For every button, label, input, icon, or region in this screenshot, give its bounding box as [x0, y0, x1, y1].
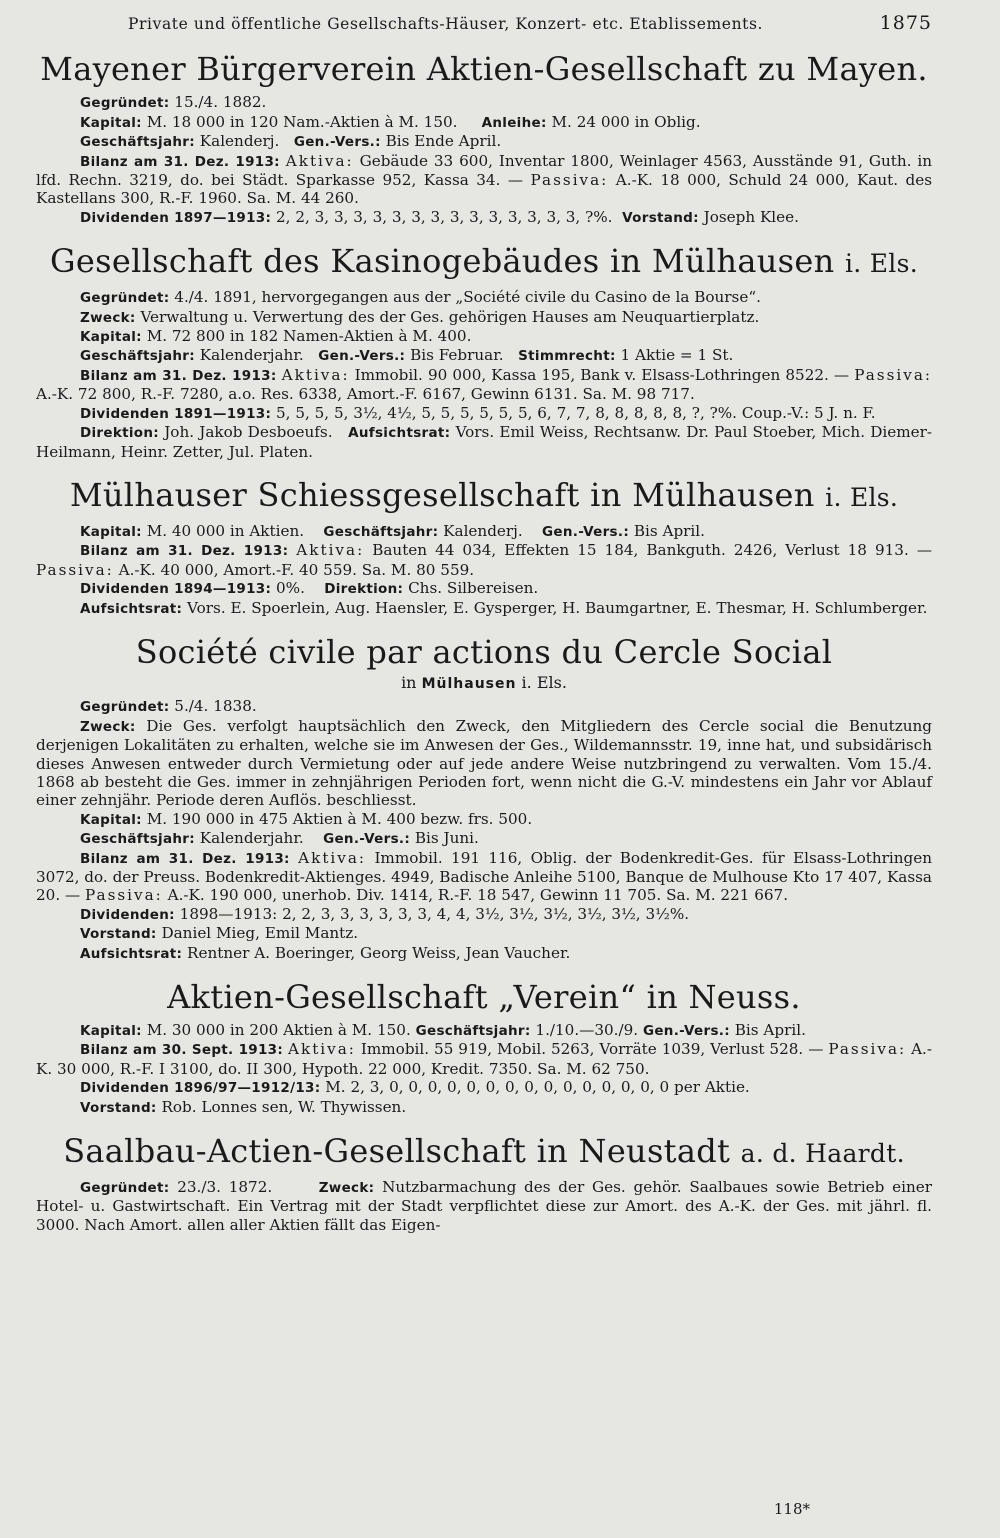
running-head [36, 14, 932, 33]
value: Rob. Lonnes sen, W. Thywissen. [161, 1097, 407, 1116]
value: Kalenderj. [199, 132, 280, 151]
value: Die Ges. verfolgt hauptsächlich den Zweck, den Mitgliedern des Cercle social die Benutzung derjenigen Lokalitäten zu erhalten, welche sie im Anwesen der Ges., Wildemannsstr. 19, inne hat, und subsidärisch dieses Anwesen entweder durch Vermietung oder auf jede andere Weise nutzbringend zu verwalten. Vom 15./4. 1868 ab besteht die Ges. immer in zehnjährigen Perioden fort, wenn nicht die G.-V. mindestens ein Jahr vor Ablauf einer zehnjähr. Periode deren Auflös. beschliesst. [36, 716, 933, 810]
label: Bilanz am 31. Dez. 1913: [80, 850, 290, 867]
value: Vors. E. Spoerlein, Aug. Haensler, E. Gysperger, H. Baumgartner, E. Thesmar, H. Schlumberger. [187, 598, 928, 617]
entry-bilanz [36, 366, 932, 404]
entry-bilanz [36, 152, 932, 208]
value: Daniel Mieg, Emil Mantz. [161, 924, 359, 943]
label: Gen.-Vers.: [642, 1023, 730, 1040]
entry-zweck [36, 717, 932, 810]
label: Bilanz am 31. Dez. 1913: [80, 543, 289, 560]
company-title [36, 243, 932, 282]
label: Stimmrecht: [518, 348, 616, 365]
aktiva-label: Aktiva: [296, 541, 365, 560]
value: 23./3. 1872. [177, 1178, 273, 1197]
value: Bis Juni. [414, 829, 479, 848]
label: Kapital: [80, 811, 142, 828]
entry-geschaeftsjahr [36, 829, 932, 848]
loc-city: Mülhausen [421, 675, 517, 692]
label: Dividenden 1897—1913: [80, 209, 272, 226]
label: Aufsichtsrat: [80, 600, 183, 617]
value: Immobil. 191 116, Oblig. der Bodenkredit-Ges. für Elsass-Lothringen 3072, do. der Preuss. Bodenkredit-Aktienges. 4949, Badische Anleihe 5100, Banque de Mulhouse Kto 17 407, Kassa 20. — [36, 848, 933, 905]
value: Kalenderjahr. [199, 346, 304, 365]
value: Nutzbarmachung des der Ges. gehör. Saalbaues sowie Betrieb einer Hotel- u. Gastwirtschaft. Ein Vertrag mit der Stadt verpflichtet diese zur Amort. des A.-K. der Ges. mit jährl. fl. 3000. Nach Amort. allen aller Aktien fällt das Eigen- [36, 1178, 933, 1234]
value: Gebäude 33 600, Inventar 1800, Weinlager 4563, Ausstände 91, Guth. in lfd. Rechn. 3219, do. bei Städt. Sparkasse 952, Kassa 34. — [36, 151, 932, 190]
entry-vorstand [36, 1098, 932, 1117]
value: M. 2, 3, 0, 0, 0, 0, 0, 0, 0, 0, 0, 0, 0, 0, 0, 0, 0 per Aktie. [325, 1078, 750, 1097]
label: Geschäftsjahr: [323, 523, 439, 540]
label: Vorstand: [622, 209, 699, 226]
value: M. 72 800 in 182 Namen-Aktien à M. 400. [146, 327, 472, 346]
label: Dividenden 1896/97—1912/13: [80, 1080, 321, 1097]
label: Gegründet: [80, 95, 170, 112]
label: Bilanz am 30. Sept. 1913: [80, 1042, 284, 1059]
entry-bilanz [36, 541, 932, 579]
label: Zweck: [80, 309, 136, 326]
aktiva-label: Aktiva: [288, 1040, 356, 1059]
entry-dividenden [36, 404, 932, 423]
value: 5./4. 1838. [174, 697, 257, 716]
title-main: Gesellschaft des Kasinogebäudes in Mülhausen [50, 242, 835, 281]
label: Bilanz am 31. Dez. 1913: [80, 367, 277, 384]
company-entry-verein-neuss [36, 979, 932, 1117]
passiva-label: Passiva: [530, 171, 609, 190]
entry-zweck [36, 308, 932, 327]
entry-gegruendet [36, 697, 932, 716]
passiva-label: Passiva: [85, 886, 163, 905]
running-head-title: Private und öffentliche Gesellschafts-Häuser, Konzert- etc. Etablissements. [128, 15, 764, 33]
entry-gegruendet [36, 93, 932, 112]
value: 4./4. 1891, hervorgegangen aus der „Société civile du Casino de la Bourse“. [174, 288, 761, 307]
entry-dividenden [36, 1078, 932, 1097]
label: Bilanz am 31. Dez. 1913: [80, 153, 280, 170]
label: Dividenden 1894—1913: [80, 581, 272, 598]
value: A.-K. 40 000, Amort.-F. 40 559. Sa. M. 80 559. [118, 560, 475, 579]
aktiva-label: Aktiva: [298, 848, 367, 867]
label: Kapital: [80, 114, 142, 131]
value: M. 30 000 in 200 Aktien à M. 150. [146, 1021, 411, 1040]
company-title: Aktien-Gesellschaft „Verein“ in Neuss. [167, 978, 801, 1017]
value: Vors. Emil Weiss, Rechtsanw. Dr. Paul Stoeber, Mich. Diemer-Heilmann, Heinr. Zetter, Jul. Platen. [36, 423, 933, 461]
entry-kapital [36, 810, 932, 829]
signature-mark: 118* [773, 1499, 810, 1518]
entry-dividenden [36, 579, 932, 598]
value: Bauten 44 034, Effekten 15 184, Bankguth. 2426, Verlust 18 913. — [372, 541, 933, 560]
title-suffix: i. Els. [844, 249, 918, 279]
label: Direktion: [80, 425, 159, 442]
value: 2, 2, 3, 3, 3, 3, 3, 3, 3, 3, 3, 3, 3, 3, 3, 3, ?%. [276, 207, 613, 226]
value: Joseph Klee. [703, 207, 799, 226]
label: Gegründet: [80, 699, 170, 716]
label: Kapital: [80, 523, 142, 540]
label: Gen.-Vers.: [318, 348, 406, 365]
label: Geschäftsjahr: [80, 134, 195, 151]
label: Vorstand: [80, 926, 157, 943]
passiva-label: Passiva: [828, 1040, 907, 1059]
entry-kapital [36, 113, 932, 132]
aktiva-label: Aktiva: [281, 365, 350, 384]
label: Zweck: [80, 718, 136, 735]
entry-gegruendet [36, 1178, 932, 1234]
company-entry-kasino [36, 243, 932, 461]
entry-gegruendet [36, 288, 932, 307]
company-title [36, 477, 932, 516]
passiva-label: Passiva: [854, 365, 933, 384]
label: Aufsichtsrat: [348, 425, 451, 442]
value: M. 18 000 in 120 Nam.-Aktien à M. 150. [146, 112, 458, 131]
entry-kapital [36, 522, 932, 541]
value: Chs. Silbereisen. [408, 579, 539, 598]
value: Kalenderj. [443, 521, 523, 540]
company-entry-mayen [36, 51, 932, 227]
value: 1 Aktie = 1 St. [620, 346, 734, 365]
loc-prefix: in [401, 672, 417, 692]
value: 1898—1913: 2, 2, 3, 3, 3, 3, 3, 3, 4, 4, 3½, 3½, 3½, 3½, 3½, 3½%. [179, 904, 690, 923]
label: Kapital: [80, 1023, 142, 1040]
title-suffix: i. Els. [825, 482, 899, 512]
value: 15./4. 1882. [174, 93, 267, 112]
title-main: Saalbau-Actien-Gesellschaft in Neustadt [63, 1132, 731, 1171]
passiva-label: Passiva: [36, 560, 114, 579]
company-title [36, 1133, 932, 1172]
value: Bis Ende April. [385, 132, 502, 151]
loc-suffix: i. Els. [521, 672, 567, 692]
value: Kalenderjahr. [199, 829, 304, 848]
aktiva-label: Aktiva: [285, 151, 354, 170]
value: Bis April. [734, 1021, 806, 1040]
value: A.-K. 30 000, R.-F. I 3100, do. II 300, Hypoth. 22 000, Kredit. 7350. Sa. M. 62 750. [36, 1040, 933, 1078]
label: Gen.-Vers.: [542, 523, 630, 540]
value: M. 40 000 in Aktien. [146, 521, 305, 540]
value: 0%. [276, 579, 305, 598]
label: Gen.-Vers.: [323, 831, 411, 848]
entry-bilanz [36, 1040, 932, 1078]
value: Immobil. 55 919, Mobil. 5263, Vorräte 1039, Verlust 528. — [360, 1040, 824, 1059]
value: Joh. Jakob Desboeufs. [164, 423, 333, 442]
value: Rentner A. Boeringer, Georg Weiss, Jean Vaucher. [187, 943, 571, 962]
label: Anleihe: [481, 114, 547, 131]
label: Kapital: [80, 329, 142, 346]
value: Verwaltung u. Verwertung des der Ges. gehörigen Hauses am Neuquartierplatz. [140, 307, 760, 326]
company-entry-schiessgesellschaft [36, 477, 932, 618]
label: Zweck: [318, 1180, 375, 1197]
entry-dividenden [36, 905, 932, 924]
label: Geschäftsjahr: [415, 1023, 531, 1040]
company-entry-saalbau-neustadt [36, 1133, 932, 1234]
title-suffix: a. d. Haardt. [740, 1139, 905, 1169]
entry-kapital [36, 327, 932, 346]
value: Immobil. 90 000, Kassa 195, Bank v. Elsass-Lothringen 8522. — [354, 365, 850, 384]
label: Geschäftsjahr: [80, 831, 195, 848]
value: Bis Februar. [410, 346, 504, 365]
entry-geschaeftsjahr [36, 132, 932, 151]
company-location [36, 674, 932, 693]
value: M. 190 000 in 475 Aktien à M. 400 bezw. frs. 500. [146, 809, 533, 828]
company-title: Société civile par actions du Cercle Social [135, 632, 833, 671]
entry-vorstand [36, 924, 932, 943]
value: 5, 5, 5, 5, 3½, 4½, 5, 5, 5, 5, 5, 5, 6, 7, 7, 8, 8, 8, 8, 8, ?, ?%. Coup.-V.: 5 J. n. F. [276, 403, 876, 422]
value: A.-K. 18 000, Schuld 24 000, Kaut. des Kastellans 300, R.-F. 1960. Sa. M. 44 260. [36, 171, 933, 208]
page-number: 1875 [879, 12, 932, 34]
company-entry-cercle-social [36, 634, 932, 963]
entry-direktion [36, 423, 932, 461]
value: Bis April. [633, 521, 705, 540]
entry-aufsichtsrat [36, 944, 932, 963]
label: Gegründet: [80, 290, 170, 307]
entry-kapital [36, 1021, 932, 1040]
entry-bilanz [36, 849, 932, 905]
value: A.-K. 190 000, unerhob. Div. 1414, R.-F. 18 547, Gewinn 11 705. Sa. M. 221 667. [167, 886, 789, 905]
label: Gen.-Vers.: [293, 134, 381, 151]
title-main: Mülhauser Schiessgesellschaft in Mülhausen [69, 475, 815, 514]
entry-aufsichtsrat [36, 599, 932, 618]
value: M. 24 000 in Oblig. [551, 112, 701, 131]
entry-geschaeftsjahr [36, 346, 932, 365]
label: Dividenden 1891—1913: [80, 405, 272, 422]
label: Aufsichtsrat: [80, 945, 183, 962]
label: Vorstand: [80, 1099, 157, 1116]
value: 1./10.—30./9. [535, 1021, 639, 1040]
label: Dividenden: [80, 906, 175, 923]
label: Geschäftsjahr: [80, 348, 195, 365]
label: Gegründet: [80, 1180, 170, 1197]
company-title: Mayener Bürgerverein Aktien-Gesellschaft zu Mayen. [40, 50, 928, 89]
value: A.-K. 72 800, R.-F. 7280, a.o. Res. 6338, Amort.-F. 6167, Gewinn 6131. Sa. M. 98 717. [36, 385, 695, 404]
label: Direktion: [324, 581, 404, 598]
entry-dividenden [36, 208, 932, 227]
